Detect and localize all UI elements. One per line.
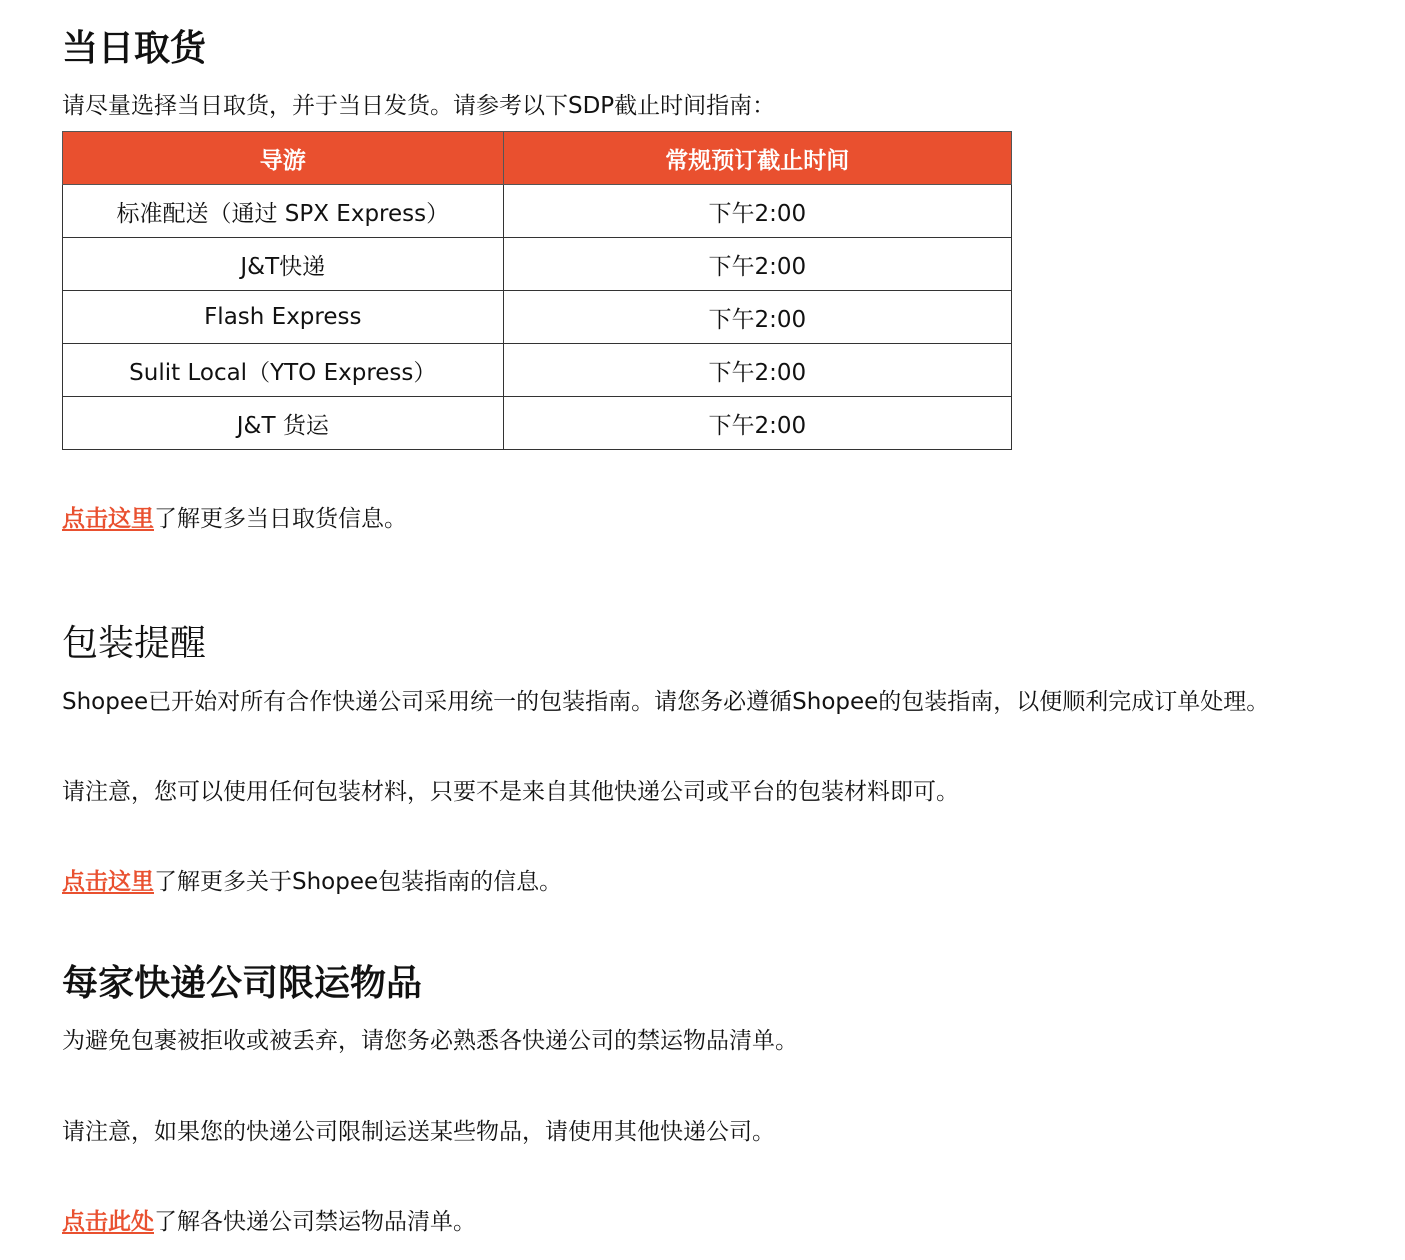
cutoff-time: 下午2:00 (503, 185, 1011, 238)
restricted-paragraph-2: 请注意，如果您的快递公司限制运送某些物品，请使用其他快递公司。 (62, 1119, 775, 1145)
cutoff-time: 下午2:00 (503, 344, 1011, 397)
table-row (63, 397, 1012, 450)
same-day-more-link[interactable]: 点击这里 (62, 506, 154, 532)
section-title-restricted-items: 每家快递公司限运物品 (62, 963, 423, 1004)
courier-name: 标准配送（通过 SPX Express） (63, 185, 504, 238)
courier-name: J&T 货运 (63, 397, 504, 450)
restricted-more-text: 了解各快递公司禁运物品清单。 (154, 1209, 476, 1235)
table-row (63, 344, 1012, 397)
packaging-paragraph-1: Shopee已开始对所有合作快递公司采用统一的包装指南。请您务必遵循Shopee的包装指南，以便顺利完成订单处理。 (62, 689, 1270, 715)
section-title-packaging: 包装提醒 (62, 623, 207, 664)
column-header-courier: 导游 (63, 132, 504, 185)
restricted-more-info (62, 1206, 476, 1238)
table-row (63, 238, 1012, 291)
same-day-more-info (62, 503, 407, 535)
packaging-more-info (62, 866, 562, 898)
packaging-paragraph-2: 请注意，您可以使用任何包装材料，只要不是来自其他快递公司或平台的包装材料即可。 (62, 779, 959, 805)
cutoff-time: 下午2:00 (503, 291, 1011, 344)
same-day-intro: 请尽量选择当日取货，并于当日发货。请参考以下SDP截止时间指南： (62, 93, 776, 119)
packaging-more-link[interactable]: 点击这里 (62, 869, 154, 895)
section-title-same-day-pickup: 当日取货 (62, 28, 207, 69)
table-header-row (63, 132, 1012, 185)
column-header-cutoff: 常规预订截止时间 (503, 132, 1011, 185)
cutoff-time-table (62, 131, 1012, 450)
table-row (63, 291, 1012, 344)
same-day-more-text: 了解更多当日取货信息。 (154, 506, 407, 532)
courier-name: J&T快递 (63, 238, 504, 291)
table-row (63, 185, 1012, 238)
courier-name: Flash Express (63, 291, 504, 344)
cutoff-time: 下午2:00 (503, 238, 1011, 291)
packaging-more-text: 了解更多关于Shopee包装指南的信息。 (154, 869, 563, 895)
courier-name: Sulit Local（YTO Express） (63, 344, 504, 397)
restricted-paragraph-1: 为避免包裹被拒收或被丢弃，请您务必熟悉各快递公司的禁运物品清单。 (62, 1028, 798, 1054)
cutoff-time: 下午2:00 (503, 397, 1011, 450)
restricted-more-link[interactable]: 点击此处 (62, 1209, 154, 1235)
